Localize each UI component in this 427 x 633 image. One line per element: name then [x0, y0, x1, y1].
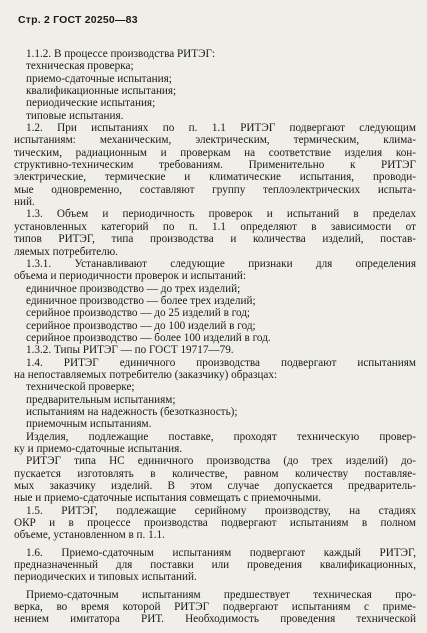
text-line: 1.3. Объем и периодичность проверок и испытаний в пределах: [26, 208, 416, 221]
text-line: периодических и типовых испытаний.: [14, 571, 197, 584]
text-line: ку и приемо-сдаточные испытания.: [14, 443, 183, 455]
page-header: Стр. 2 ГОСТ 20250—83: [18, 14, 138, 26]
text-line: типовые испытания.: [26, 109, 124, 122]
text-line: периодические испытания;: [26, 97, 156, 110]
text-line: единичное производство — до трех изделий;: [26, 282, 241, 295]
text-line: ляемых потребителю.: [14, 245, 118, 258]
text-line: Изделия, подлежащие поставке, проходят техническую провер-: [26, 430, 416, 443]
text-line: РИТЭГ типа НС единичного производства (до трех изделий) до-: [26, 455, 416, 468]
text-line: мых заказчику изделий. В этом случае допускается предваритель-: [14, 480, 416, 493]
text-line: серийное производство — до 25 изделий в год;: [26, 307, 251, 320]
text-line: серийное производство — более 100 изделий в год.: [26, 331, 271, 344]
text-line: электрические, термические и климатические испытания, проводи-: [14, 171, 416, 184]
text-line: испытаниям: механическим, электрическим, термическим, клима-: [14, 134, 416, 147]
text-line: объема и периодичности проверок и испытаний:: [14, 270, 246, 283]
text-line: 1.1.2. В процессе производства РИТЭГ:: [26, 48, 216, 60]
text-line: единичное производство — более трех изделий;: [26, 294, 256, 307]
body-text: [14, 48, 416, 626]
text-line: 1.5. РИТЭГ, подлежащие серийному производству, на стадиях: [26, 504, 416, 517]
text-line: приемо-сдаточные испытания;: [26, 72, 172, 85]
text-line: тическим, радиационным и проверкам на соответствие изделия кон-: [14, 146, 416, 159]
text-line: серийное производство — до 100 изделий в год;: [26, 319, 256, 332]
text-line: ний.: [14, 196, 35, 209]
text-line: 1.3.2. Типы РИТЭГ — по ГОСТ 19717—79.: [26, 344, 234, 357]
text-line: объеме, установленном в п. 1.1.: [14, 529, 165, 542]
text-line: типов РИТЭГ, типа производства и количества изделий, постав-: [14, 233, 416, 246]
text-line: верка, во время которой РИТЭГ подвергают испытаниям с приме-: [14, 601, 416, 614]
text-line: нением имитатора РИТ. Необходимость проведения технической: [14, 613, 416, 626]
text-line: 1.6. Приемо-сдаточным испытаниям подвергают каждый РИТЭГ,: [26, 546, 416, 559]
text-line: приемочным испытаниям.: [26, 418, 152, 431]
text-line: 1.4. РИТЭГ единичного производства подвергают испытаниям: [26, 356, 416, 369]
text-line: ОКР и в процессе производства подвергают испытаниям в полном: [14, 517, 416, 530]
text-line: техническая проверка;: [26, 60, 134, 73]
text-line: 1.2. При испытаниях по п. 1.1 РИТЭГ подвергают следующим: [26, 122, 416, 135]
text-line: испытаниям на надежность (безотказность);: [26, 405, 238, 418]
text-line: квалификационные испытания;: [26, 85, 177, 98]
text-line: установленных категорий по п. 1.1 определяют в зависимости от: [14, 220, 416, 233]
text-line: предназначенный для поставки или проведения квалификационных,: [14, 559, 416, 572]
text-line: предварительным испытаниям;: [26, 393, 176, 406]
text-line: технической проверке;: [26, 381, 135, 394]
text-line: структивно-техническим требованиям. Применительно к РИТЭГ: [14, 159, 416, 172]
text-line: 1.3.1. Устанавливают следующие признаки для определения: [26, 257, 416, 270]
text-line: мые одновременно, составляют группу теплоэлектрических испыта-: [14, 183, 416, 196]
text-line: на непоставляемых потребителю (заказчику) образцах:: [14, 368, 278, 381]
text-line: ные и приемо-сдаточные испытания совмещать с приемочными.: [14, 492, 322, 505]
text-line: Приемо-сдаточным испытаниям предшествует техническая про-: [26, 588, 416, 601]
text-line: пускается изготовлять в количестве, равном количеству поставляе-: [14, 467, 416, 480]
